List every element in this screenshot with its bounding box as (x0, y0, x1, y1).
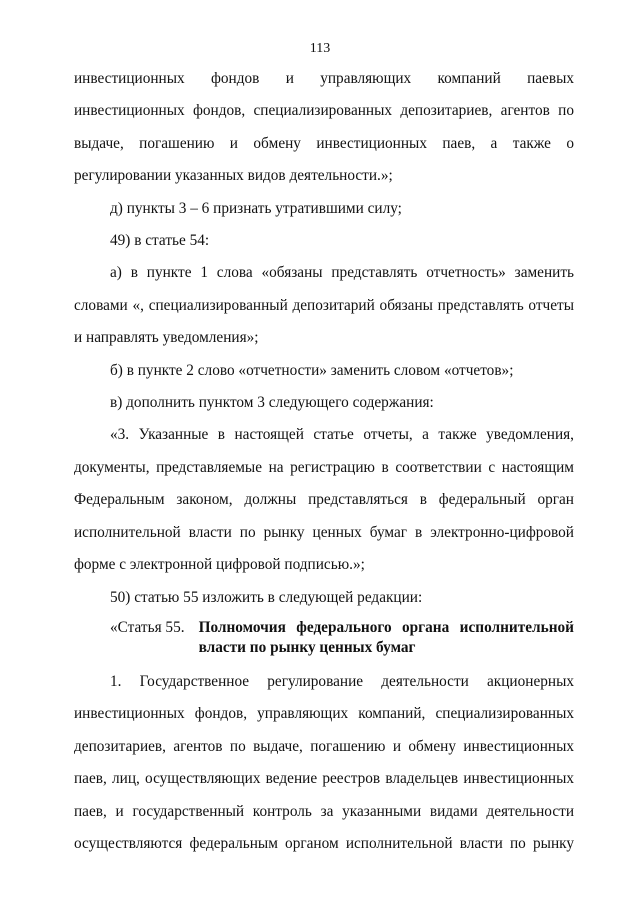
article-number: «Статья 55. (110, 618, 185, 636)
article-heading (74, 618, 574, 658)
paragraph-item-50: 50) статью 55 изложить в следующей редакции: (110, 588, 423, 606)
article-title: Полномочия федерального органа исполнительной власти по рынку ценных бумаг (198, 618, 574, 656)
paragraph-item-49: 49) в статье 54: (110, 232, 210, 250)
paragraph-continuation: инвестиционных фондов и управляющих компаний паевых инвестиционных фондов, специализированных депозитариев, агентов по выдаче, погашению и обмену инвестиционных паев, а также о регулировании указанных видов деятельности.»; (74, 70, 574, 185)
paragraph-item-d: д) пункты 3 – 6 признать утратившими силу; (110, 199, 402, 217)
document-body (74, 63, 574, 860)
paragraph-item-b: б) в пункте 2 слово «отчетности» заменить словом «отчетов»; (110, 361, 514, 379)
paragraph-article-clause-1: 1. Государственное регулирование деятельности акционерных инвестиционных фондов, управляющих компаний, специализированных депозитариев, агентов по выдаче, погашению и обмену инвестиционных паев, лиц, осуществляющих ведение реестров владельцев инвестиционных паев, и государственный контроль за указанными видами деятельности осуществляются федеральным органом исполнительной власти по рынку (74, 672, 574, 852)
paragraph-item-a: а) в пункте 1 слова «обязаны представлять отчетность» заменить словами «, специализированный депозитарий обязаны представлять отчеты и направлять уведомления»; (74, 264, 574, 347)
paragraph-quoted-clause-3: «3. Указанные в настоящей статье отчеты, а также уведомления, документы, представляемые на регистрацию в соответствии с настоящим Федеральным законом, должны представляться в федеральный орган исполнительной власти по рынку ценных бумаг в электронно-цифровой форме с электронной цифровой подписью.»; (74, 426, 574, 574)
paragraph-item-v: в) дополнить пунктом 3 следующего содержания: (110, 394, 434, 412)
page-number: 113 (309, 41, 331, 56)
